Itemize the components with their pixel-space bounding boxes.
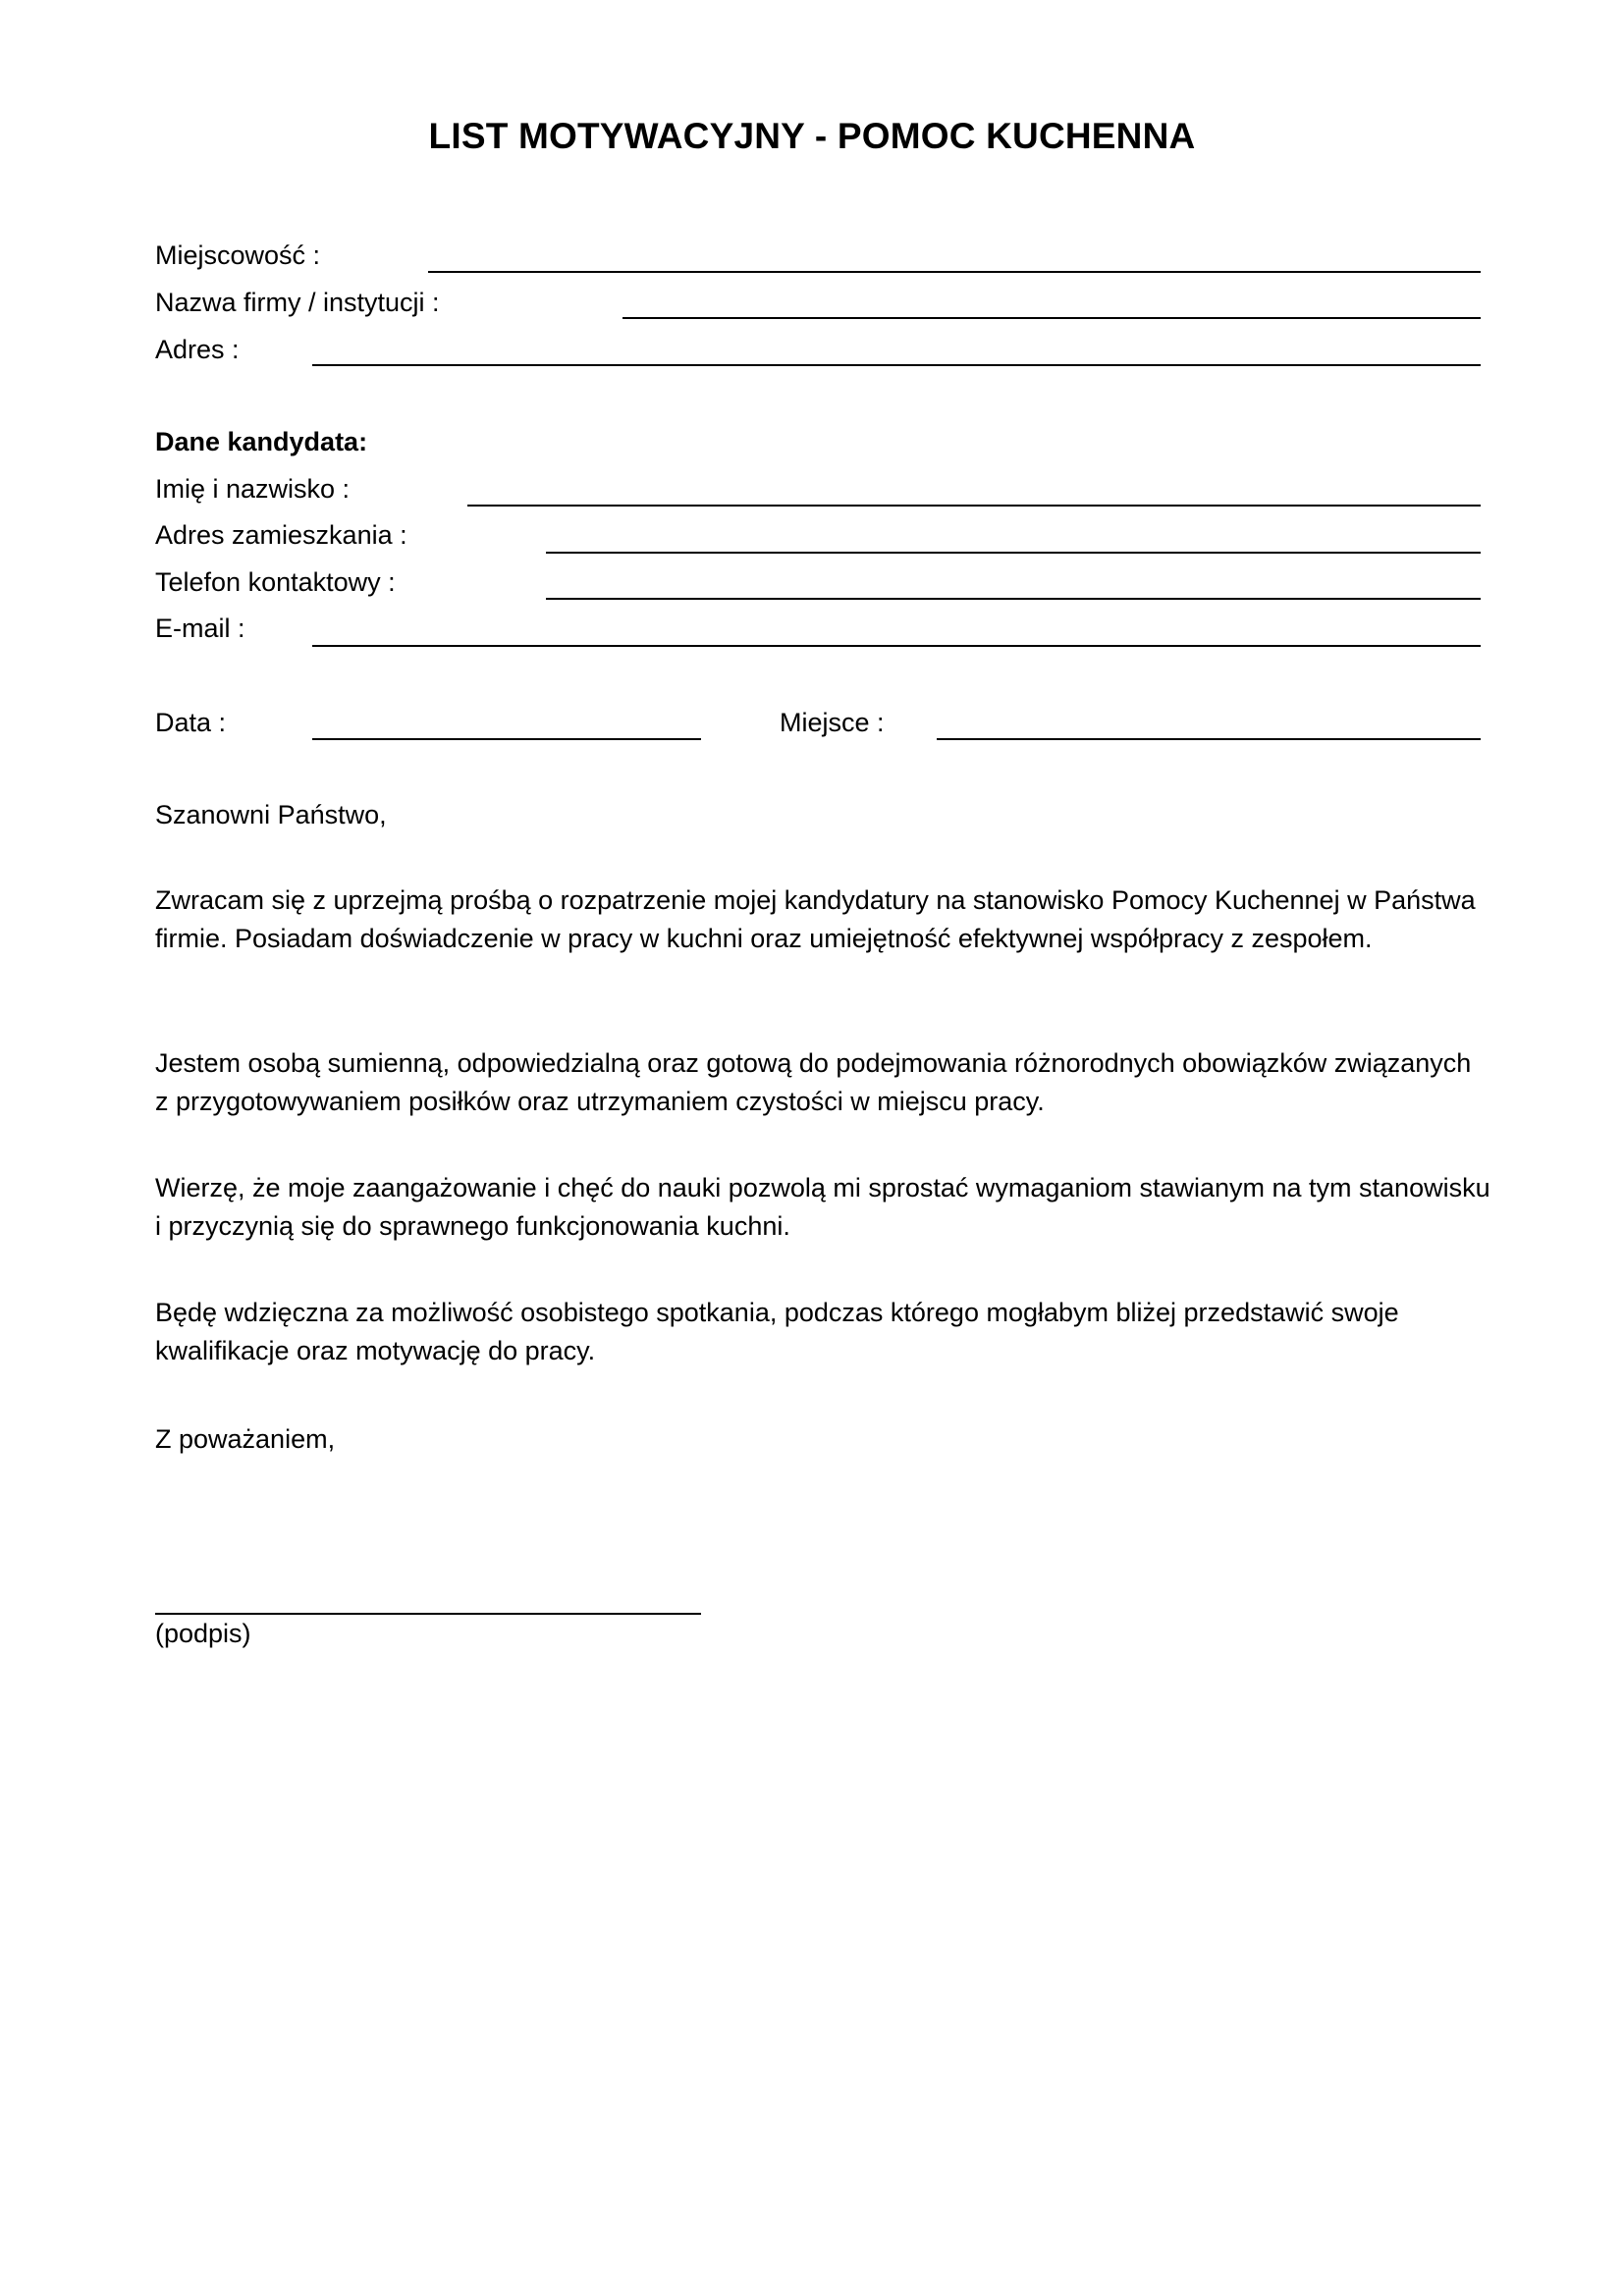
- email-field-line[interactable]: [312, 645, 1481, 647]
- salutation: Szanowni Państwo,: [155, 800, 387, 829]
- home-address-field-line[interactable]: [546, 552, 1481, 554]
- address-label: Adres :: [155, 335, 240, 364]
- city-field-line[interactable]: [428, 271, 1481, 273]
- phone-label: Telefon kontaktowy :: [155, 567, 396, 597]
- signature-caption: (podpis): [155, 1619, 251, 1648]
- paragraph-4: [155, 1294, 1490, 1370]
- paragraph-3: [155, 1169, 1490, 1246]
- email-label: E-mail :: [155, 614, 245, 643]
- address-field-line[interactable]: [312, 364, 1481, 366]
- company-field-line[interactable]: [623, 317, 1481, 319]
- city-label: Miejscowość :: [155, 240, 321, 270]
- place-field-line[interactable]: [937, 738, 1481, 740]
- page-title: LIST MOTYWACYJNY - POMOC KUCHENNA: [428, 116, 1196, 156]
- paragraph-3-text: Wierzę, że moje zaangażowanie i chęć do nauki pozwolą mi sprostać wymaganiom stawianym na tym stanowisku i przyczynią się do sprawnego funkcjonowania kuchni.: [155, 1173, 1490, 1241]
- name-field-line[interactable]: [467, 505, 1481, 507]
- company-label: Nazwa firmy / instytucji :: [155, 288, 440, 317]
- date-label: Data :: [155, 708, 227, 737]
- paragraph-4-text: Będę wdzięczna za możliwość osobistego spotkania, podczas którego mogłabym bliżej przedstawić swoje kwalifikacje oraz motywację do pracy.: [155, 1298, 1399, 1365]
- name-label: Imię i nazwisko :: [155, 474, 351, 504]
- paragraph-1-text: Zwracam się z uprzejmą prośbą o rozpatrzenie mojej kandydatury na stanowisko Pomocy Kuchennej w Państwa firmie. Posiadam doświadczenie w pracy w kuchni oraz umiejętność efektywnej współpracy z zespołem.: [155, 885, 1476, 953]
- closing: Z poważaniem,: [155, 1424, 336, 1454]
- place-label: Miejsce :: [780, 708, 885, 737]
- date-field-line[interactable]: [312, 738, 701, 740]
- phone-field-line[interactable]: [546, 598, 1481, 600]
- home-address-label: Adres zamieszkania :: [155, 520, 407, 550]
- paragraph-2: [155, 1044, 1490, 1121]
- paragraph-2-text: Jestem osobą sumienną, odpowiedzialną oraz gotową do podejmowania różnorodnych obowiązków związanych z przygotowywaniem posiłków oraz utrzymaniem czystości w miejscu pracy.: [155, 1048, 1472, 1116]
- signature-line[interactable]: [155, 1613, 701, 1615]
- paragraph-1: [155, 881, 1490, 958]
- candidate-heading: Dane kandydata:: [155, 427, 368, 456]
